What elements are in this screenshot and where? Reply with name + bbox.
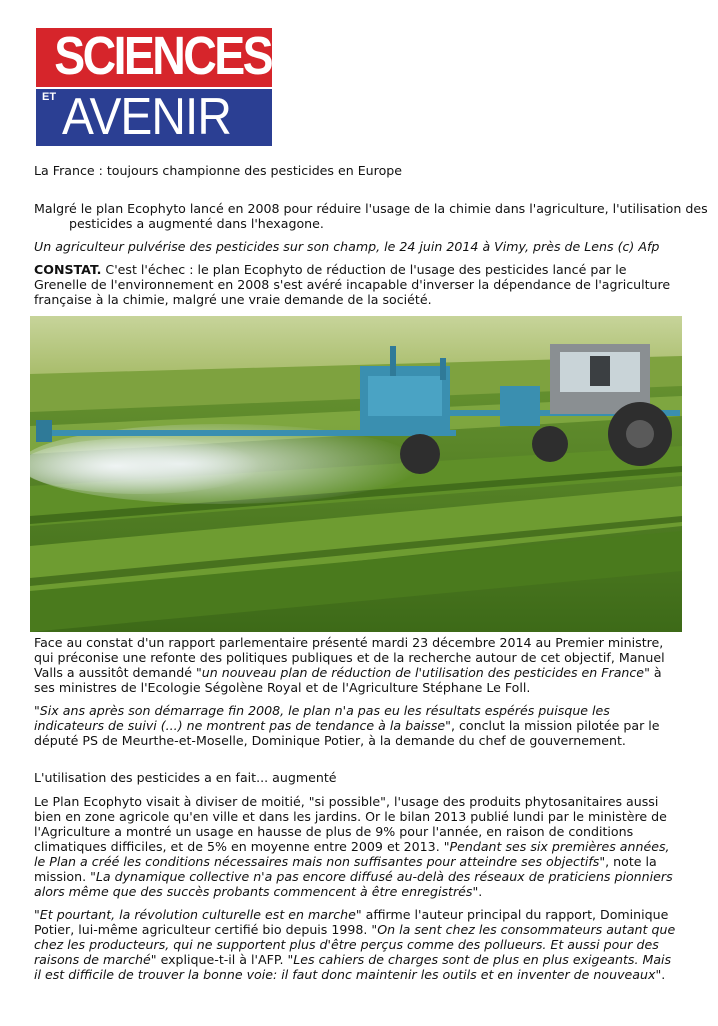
paragraph-3 xyxy=(34,794,682,899)
paragraph-4-quote-1: Et pourtant, la révolution culturelle est en marche xyxy=(39,907,356,922)
paragraph-3-text-a: Le Plan Ecophyto visait à diviser de moitié, "si possible", l'usage des produits phytosanitaires aussi bien en zone agricole qu'en ville et dans les jardins. Or le bilan 2013 publié lundi par le ministère de l'Agriculture a montré un usage en hausse de plus de 9% pour l'année, en raison de conditions climatiques difficiles, et de 5% en moyenne entre 2009 et 2013. " xyxy=(34,794,667,854)
paragraph-2-open: " xyxy=(34,703,40,718)
paragraph-4-open: " xyxy=(34,907,40,922)
paragraph-2-quote: Six ans après son démarrage fin 2008, le plan n'a pas eu les résultats espérés puisque les indicateurs de suivi (...) ne montrent pas de tendance à la baisse xyxy=(34,703,610,733)
logo-red-band xyxy=(36,28,272,87)
logo-word-sciences: SCIENCES xyxy=(54,26,272,86)
constat-text: C'est l'échec : le plan Ecophyto de réduction de l'usage des pesticides lancé par le Grenelle de l'environnement en 2008 s'est avéré incapable d'inverser la dépendance de l'agriculture française à la chimie, malgré une vraie demande de la société. xyxy=(34,262,671,307)
tractor-spraying-illustration xyxy=(30,316,682,632)
paragraph-4-quote-2: On la sent chez les consommateurs autant que chez les producteurs, qui ne supportent plus d'être perçus comme des pollueurs. Et aussi pour des raisons de marché xyxy=(34,922,676,967)
paragraph-1-text-a: Face au constat d'un rapport parlementaire présenté mardi 23 décembre 2014 au Premier ministre, qui préconise une refonte des politiques publiques et de la recherche autour de cet objectif, Manuel Valls a aussitôt demandé " xyxy=(34,635,665,680)
constat-paragraph xyxy=(34,262,682,307)
paragraph-4-close: ". xyxy=(655,967,666,982)
article-lead: Malgré le plan Ecophyto lancé en 2008 pour réduire l'usage de la chimie dans l'agriculture, l'utilisation des pesticides a augmenté dans l'hexagone. xyxy=(34,201,708,231)
paragraph-3-text-e: ". xyxy=(472,884,483,899)
paragraph-1-text-c: " à ses ministres de l'Ecologie Ségolène Royal et de l'Agriculture Stéphane Le Foll. xyxy=(34,665,662,695)
paragraph-4 xyxy=(34,907,682,982)
paragraph-2 xyxy=(34,703,682,748)
site-logo[interactable] xyxy=(36,28,272,146)
photo-caption: Un agriculteur pulvérise des pesticides sur son champ, le 24 juin 2014 à Vimy, près de Lens (c) Afp xyxy=(34,239,660,254)
paragraph-4-text-e: " explique-t-il à l'AFP. " xyxy=(150,952,294,967)
constat-label: CONSTAT. xyxy=(34,262,102,277)
paragraph-3-text-c: ", note la mission. " xyxy=(34,854,657,884)
paragraph-1-quote: un nouveau plan de réduction de l'utilisation des pesticides en France xyxy=(201,665,645,680)
paragraph-3-quote-2: La dynamique collective n'a pas encore diffusé au-delà des réseaux de praticiens pionniers alors même que des succès probants commencent à être enregistrés xyxy=(34,869,673,899)
article-title: La France : toujours championne des pesticides en Europe xyxy=(34,163,403,178)
paragraph-4-quote-3: Les cahiers de charges sont de plus en plus exigeants. Mais il est difficile de trouver la bonne voie: il faut donc maintenir les outils et en inventer de nouveaux xyxy=(34,952,672,982)
paragraph-2-text-c: ", conclut la mission pilotée par le député PS de Meurthe-et-Moselle, Dominique Potier, à la demande du chef de gouvernement. xyxy=(34,718,660,748)
article-photo xyxy=(30,316,682,632)
paragraph-1 xyxy=(34,635,682,695)
paragraph-4-text-c: " affirme l'auteur principal du rapport, Dominique Potier, lui-même agriculteur certifié bio depuis 1998. " xyxy=(34,907,669,937)
paragraph-3-quote-1: Pendant ses six premières années, le Plan a créé les conditions nécessaires mais non suffisantes pour atteindre ses objectifs xyxy=(34,839,670,869)
logo-word-et: ET xyxy=(42,91,57,103)
logo-word-avenir: AVENIR xyxy=(62,88,232,146)
section-subtitle: L'utilisation des pesticides a en fait... augmenté xyxy=(34,770,337,785)
